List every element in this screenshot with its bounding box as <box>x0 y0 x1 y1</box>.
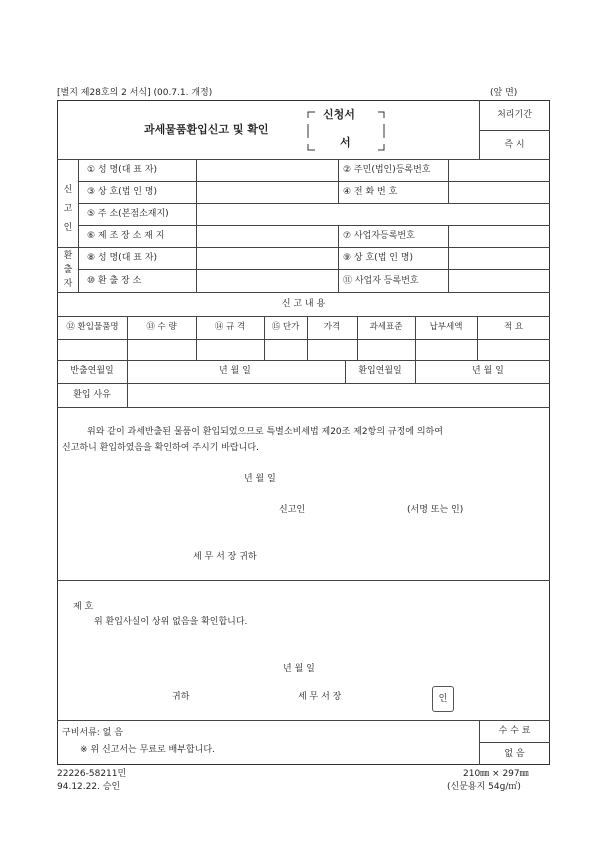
reporter-bizno-label: ⑦ 사업자등록번호 <box>343 231 415 241</box>
reporter-group-label: 신 고 인 <box>63 185 73 233</box>
reporter-sign-label: 신고인 <box>279 505 306 515</box>
fee-value: 없 음 <box>504 749 525 759</box>
reporter-address-label: ⑤ 주 소(본점소재지) <box>87 209 169 219</box>
confirm-number: 제 호 <box>73 602 94 612</box>
reporter-phone-label: ④ 전 화 번 호 <box>343 187 398 197</box>
option-form: 서 <box>340 136 351 149</box>
returned-date-value: 년 월 일 <box>472 366 504 376</box>
col-item-name: ⑫ 환입물품명 <box>66 322 119 332</box>
statement-date: 년 월 일 <box>244 474 276 484</box>
return-reason-label: 환입 사유 <box>73 390 111 400</box>
col-remarks: 적 요 <box>503 322 524 332</box>
page-side-label: (앞 면) <box>490 88 518 98</box>
required-docs: 구비서류: 없 음 <box>62 728 123 738</box>
reporter-id-label: ② 주민(법인)등록번호 <box>343 165 431 175</box>
confirm-text: 위 환입사실이 상위 없음을 확인합니다. <box>94 617 248 627</box>
sign-note: (서명 또는 인) <box>407 505 464 515</box>
factory-location-label: ⑥ 제 조 장 소 재 지 <box>87 231 165 241</box>
reporter-company-label: ③ 상 호(법 인 명) <box>87 187 158 197</box>
confirm-date: 년 월 일 <box>283 664 315 674</box>
form-title: 과세물품환입신고 및 확인 <box>144 123 269 136</box>
form-number: [별지 제28호의 2 서식] (00.7.1. 개정) <box>57 88 213 98</box>
seal-mark: 인 <box>432 686 454 712</box>
confirm-addressee: 귀하 <box>172 692 190 702</box>
tax-office-addressee: 세 무 서 장 귀하 <box>193 552 257 562</box>
form-code: 22226-58211민 <box>57 769 127 779</box>
confirm-tax-office: 세 무 서 장 <box>298 692 342 702</box>
col-tax-paid: 납부세액 <box>429 322 463 332</box>
contents-title: 신 고 내 용 <box>281 299 326 309</box>
approval-date: 94.12.22. 승인 <box>57 782 121 792</box>
processing-period-value: 즉 시 <box>504 140 525 150</box>
reporter-name-label: ① 성 명(대 표 자) <box>87 165 158 175</box>
returner-bizno-label: ⑪ 사업자 등록번호 <box>343 276 419 286</box>
shipped-date-label: 반출연월일 <box>70 366 114 376</box>
returner-group-label: 환 출 자 <box>63 251 73 289</box>
col-tax-base: 과세표준 <box>369 322 403 332</box>
col-unit-price: ⑮ 단가 <box>271 322 300 332</box>
shipped-date-value: 년 월 일 <box>219 366 251 376</box>
processing-period-label: 처리기간 <box>497 110 532 120</box>
statement-line-2: 신고하니 환입하였음을 확인하여 주시기 바랍니다. <box>62 443 259 453</box>
col-quantity: ⑬ 수 량 <box>146 322 177 332</box>
returned-date-label: 환입연월일 <box>358 366 402 376</box>
returner-company-label: ⑨ 상 호(법 인 명) <box>343 253 414 263</box>
fee-label: 수 수 료 <box>498 726 531 736</box>
returner-name-label: ⑧ 성 명(대 표 자) <box>87 253 158 263</box>
option-application: 신청서 <box>323 108 355 121</box>
statement-line-1: 위와 같이 과세반출된 물품이 환입되었으므로 특별소비세법 제20조 제2항의 규정에 의하여 <box>87 427 443 437</box>
return-place-label: ⑩ 환 출 장 소 <box>87 276 142 286</box>
paper-type: (신문용지 54g/㎡) <box>447 782 521 792</box>
col-price: 가격 <box>323 322 341 332</box>
free-distribution-note: ※ 위 신고서는 무료로 배부합니다. <box>80 745 215 755</box>
col-spec: ⑭ 규 격 <box>214 322 246 332</box>
paper-size: 210㎜ × 297㎜ <box>463 769 529 779</box>
